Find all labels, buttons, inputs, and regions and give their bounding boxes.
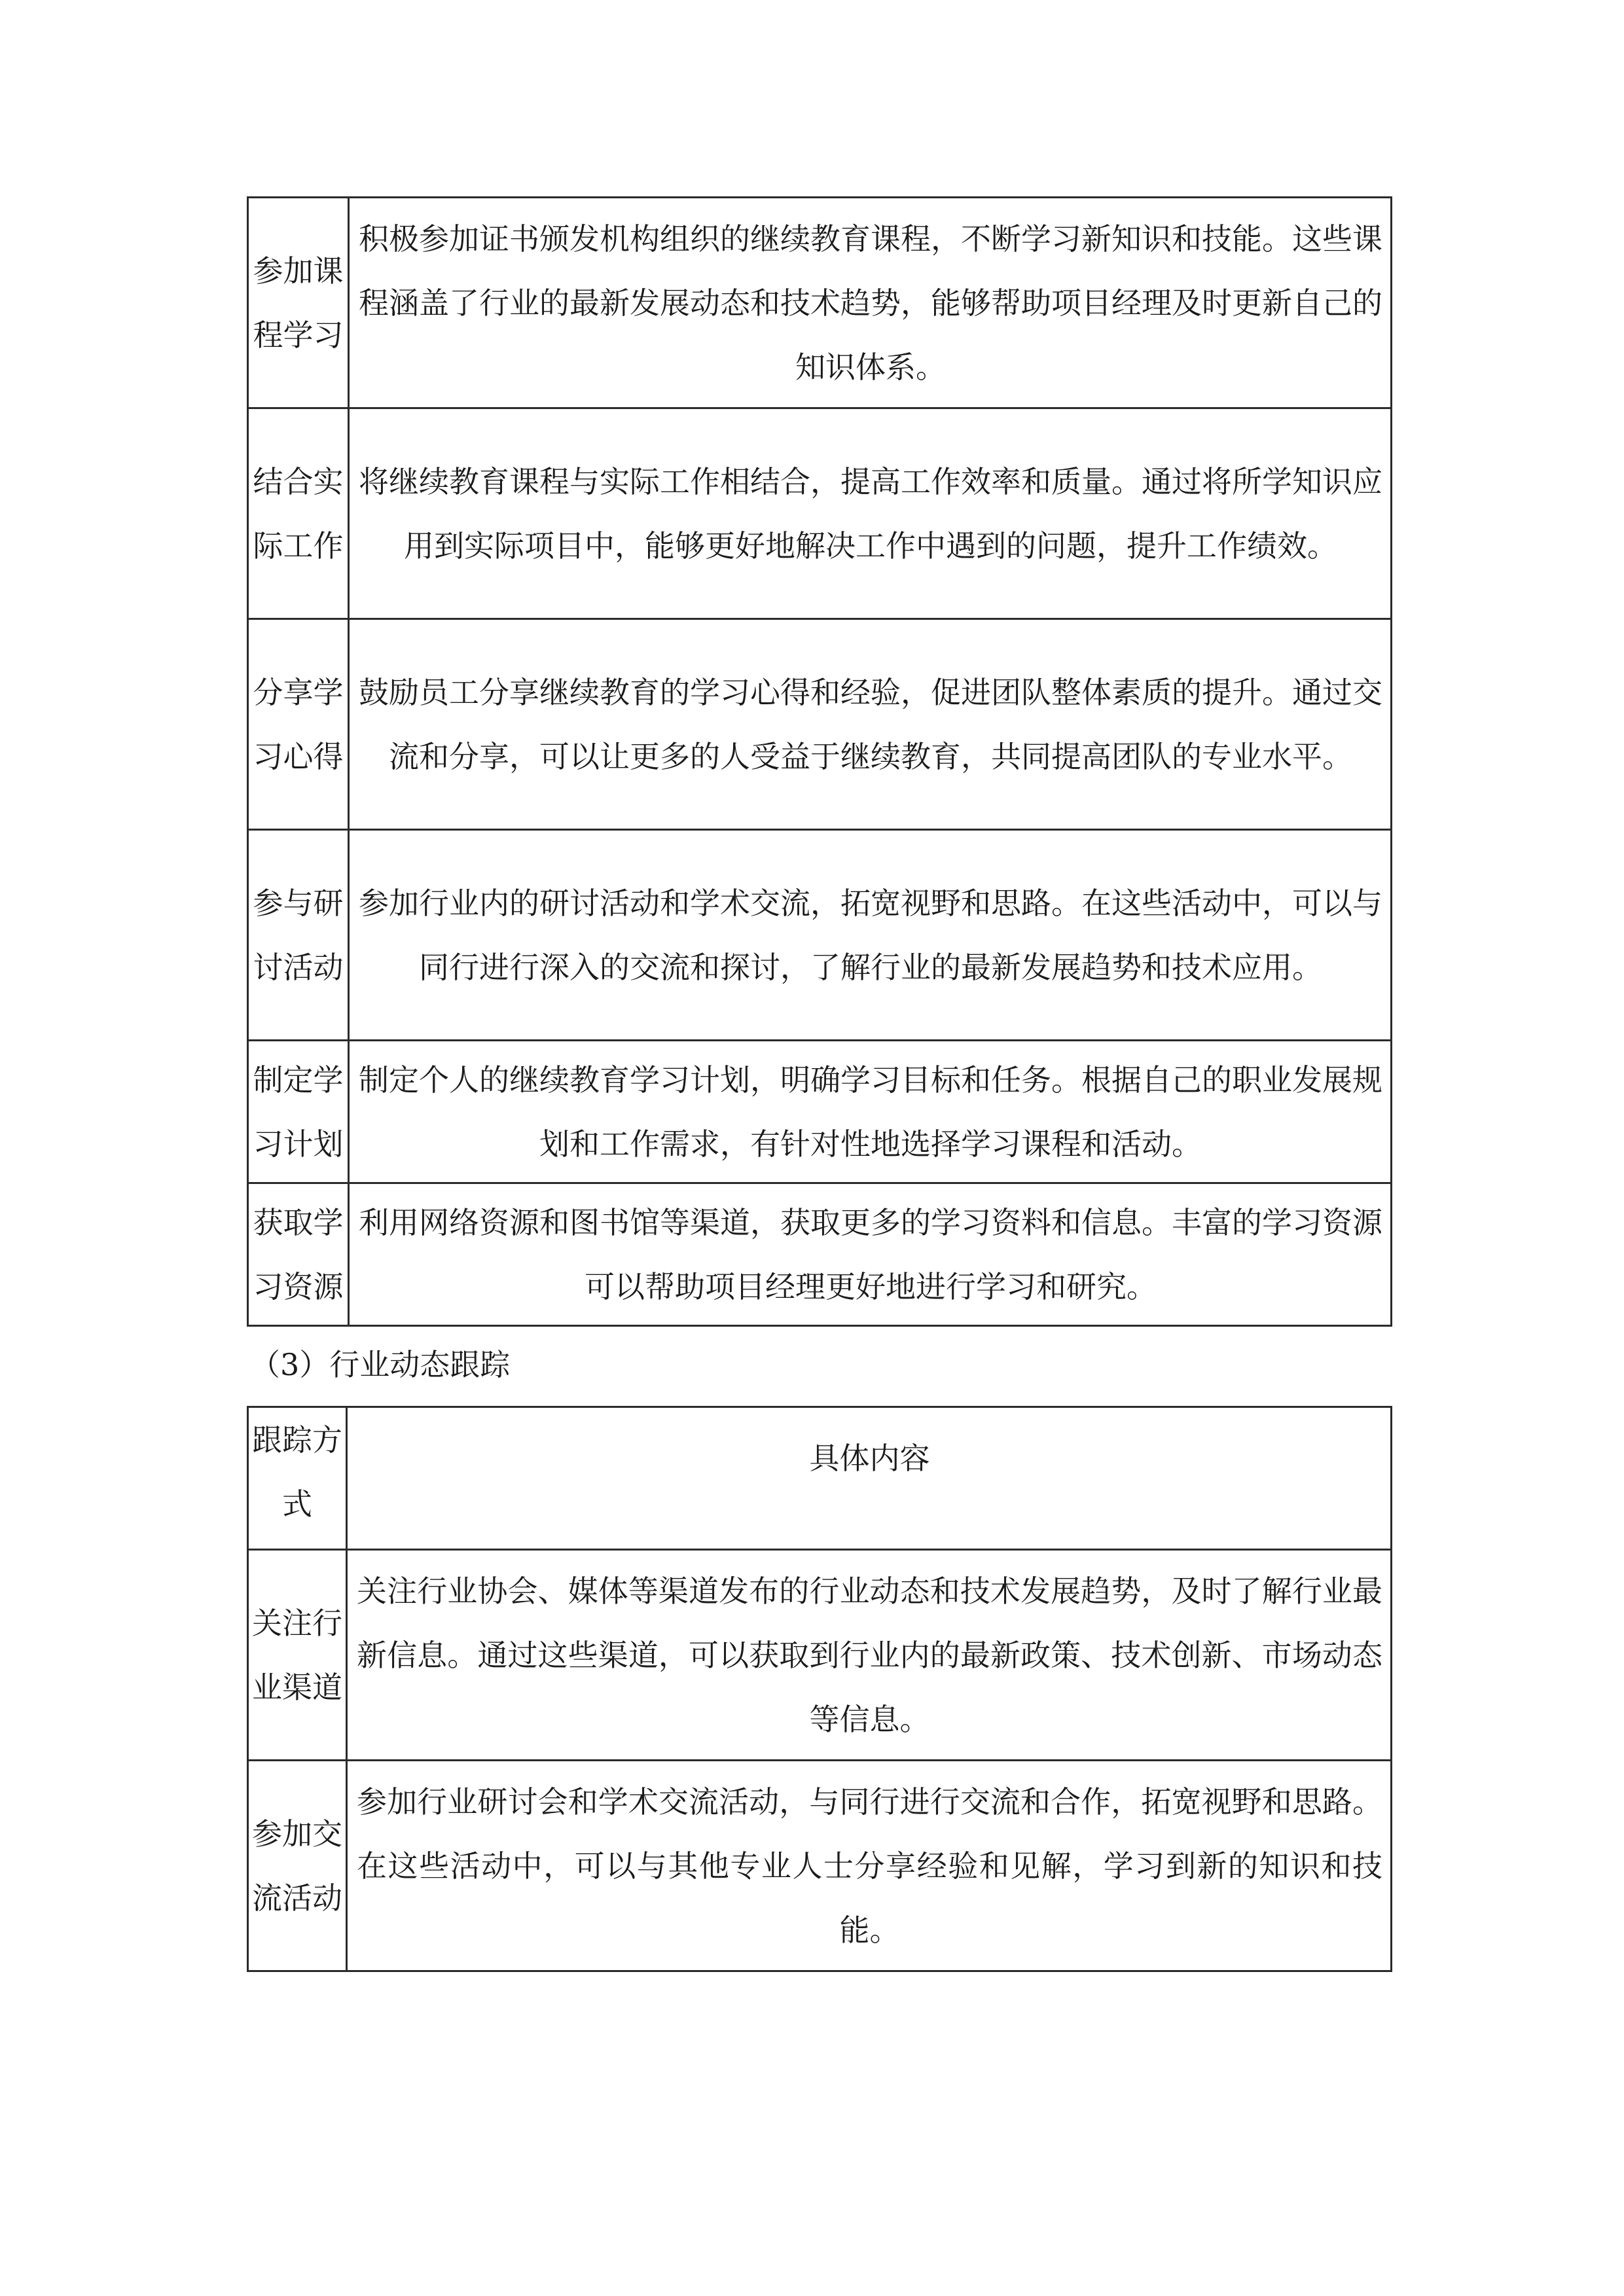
row-content: 利用网络资源和图书馆等渠道，获取更多的学习资料和信息。丰富的学习资源可以帮助项目经理更好地进行学习和研究。 <box>349 1183 1392 1326</box>
row-content: 积极参加证书颁发机构组织的继续教育课程，不断学习新知识和技能。这些课程涵盖了行业的最新发展动态和技术趋势，能够帮助项目经理及时更新自己的知识体系。 <box>349 198 1392 408</box>
table-row <box>248 1550 1392 1761</box>
row-content: 关注行业协会、媒体等渠道发布的行业动态和技术发展趋势，及时了解行业最新信息。通过这些渠道，可以获取到行业内的最新政策、技术创新、市场动态等信息。 <box>347 1550 1392 1761</box>
row-label: 关注行业渠道 <box>248 1550 347 1761</box>
industry-tracking-table <box>247 1406 1392 1972</box>
table-row <box>248 408 1392 619</box>
section-heading: （3）行业动态跟踪 <box>250 1347 511 1382</box>
row-label: 结合实际工作 <box>248 408 349 619</box>
row-label: 参加交流活动 <box>248 1761 347 1971</box>
table-header-row <box>248 1407 1392 1550</box>
row-content: 制定个人的继续教育学习计划，明确学习目标和任务。根据自己的职业发展规划和工作需求，有针对性地选择学习课程和活动。 <box>349 1041 1392 1183</box>
row-content: 参加行业内的研讨活动和学术交流，拓宽视野和思路。在这些活动中，可以与同行进行深入的交流和探讨，了解行业的最新发展趋势和技术应用。 <box>349 830 1392 1041</box>
table-row <box>248 830 1392 1041</box>
continuing-education-table <box>247 196 1392 1327</box>
table-row <box>248 1183 1392 1326</box>
row-label: 参与研讨活动 <box>248 830 349 1041</box>
row-label: 参加课程学习 <box>248 198 349 408</box>
row-content: 将继续教育课程与实际工作相结合，提高工作效率和质量。通过将所学知识应用到实际项目中，能够更好地解决工作中遇到的问题，提升工作绩效。 <box>349 408 1392 619</box>
header-content: 具体内容 <box>347 1407 1392 1550</box>
row-label: 制定学习计划 <box>248 1041 349 1183</box>
row-label: 分享学习心得 <box>248 619 349 830</box>
row-content: 鼓励员工分享继续教育的学习心得和经验，促进团队整体素质的提升。通过交流和分享，可以让更多的人受益于继续教育，共同提高团队的专业水平。 <box>349 619 1392 830</box>
row-label: 获取学习资源 <box>248 1183 349 1326</box>
table-row <box>248 198 1392 408</box>
table-row <box>248 1761 1392 1971</box>
header-label: 跟踪方式 <box>248 1407 347 1550</box>
table-row <box>248 619 1392 830</box>
row-content: 参加行业研讨会和学术交流活动，与同行进行交流和合作，拓宽视野和思路。在这些活动中，可以与其他专业人士分享经验和见解，学习到新的知识和技能。 <box>347 1761 1392 1971</box>
table-row <box>248 1041 1392 1183</box>
